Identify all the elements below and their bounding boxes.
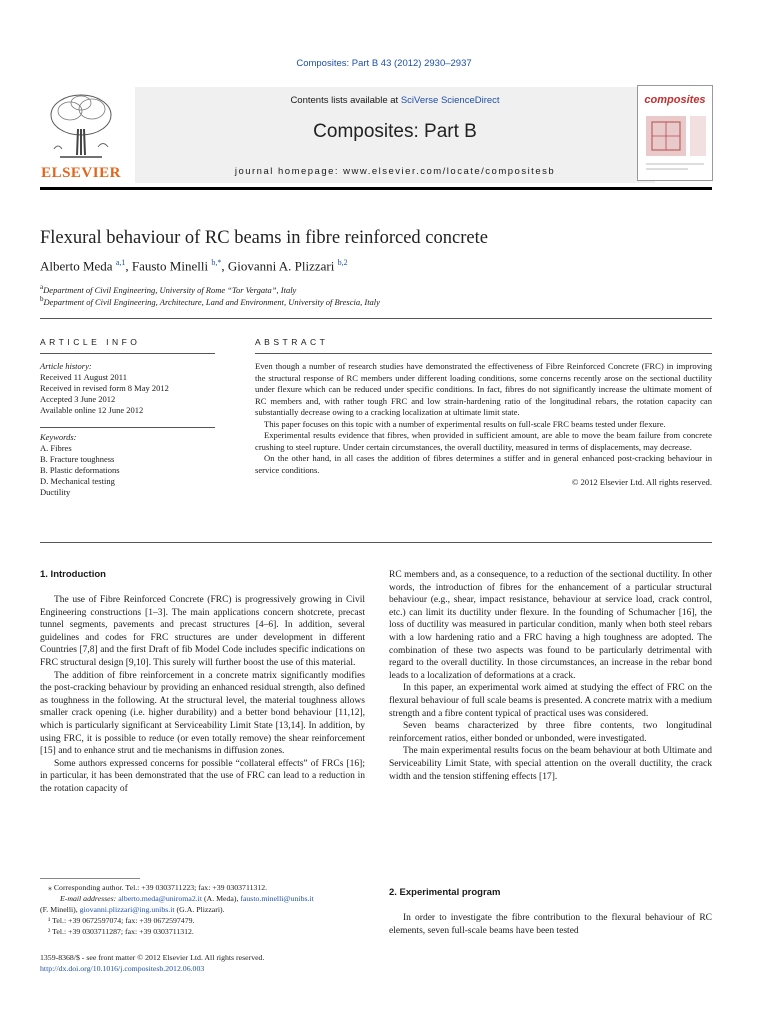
- history-label: Article history:: [40, 361, 92, 371]
- author-name: Alberto Meda: [40, 258, 113, 274]
- article-title: Flexural behaviour of RC beams in fibre reinforced concrete: [40, 228, 488, 248]
- section-heading-experimental-program: 2. Experimental program: [389, 887, 501, 898]
- author-affil-mark[interactable]: b,*: [211, 258, 222, 267]
- affiliation: [40, 283, 296, 295]
- keyword: A. Fibres: [40, 443, 72, 453]
- journal-citation-link[interactable]: Composites: Part B 43 (2012) 2930–2937: [296, 58, 472, 69]
- article-info-heading: ARTICLE INFO: [40, 337, 141, 347]
- email-owner: (G.A. Plizzari).: [174, 905, 225, 914]
- header-rule: [40, 187, 712, 190]
- issn-line: 1359-8368/$ - see front matter © 2012 Elsevier Ltd. All rights reserved.: [40, 953, 265, 962]
- journal-name: Composites: Part B: [313, 121, 477, 142]
- body-paragraph: The addition of fibre reinforcement in a concrete matrix significantly modifies the post-cracking behaviour by providing an enhanced residual strength, also defined as toughness in the following. At the structural level, the material toughness allows smaller crack opening (i.e. higher durability) and a better bond behaviour [11,12], which is particularly significant at Serviceability Limit State [13,14]. In addition, by using FRC, it is possible to reduce (or even totally remove) the shear reinforcement [15] and to enhance strut and tie mechanisms in diffusion zones.: [40, 670, 365, 757]
- abstract-copyright: © 2012 Elsevier Ltd. All rights reserved.: [571, 477, 712, 487]
- contents-line: [135, 95, 655, 106]
- email-link[interactable]: giovanni.plizzari@ing.unibs.it: [79, 905, 175, 914]
- keyword: D. Mechanical testing: [40, 476, 115, 486]
- body-left-column: [40, 594, 365, 796]
- keyword: Ductility: [40, 487, 71, 497]
- journal-header-band: [135, 87, 655, 183]
- keywords: [40, 432, 215, 498]
- author-list: Alberto Meda $^{a,1}$, Fausto Minelli $^{b,*}$, Giovanni A. Plizzari $^{b,2}$: [40, 258, 348, 274]
- journal-cover-image: [637, 85, 713, 181]
- history-entry: Accepted 3 June 2012: [40, 394, 116, 404]
- history-entry: Received in revised form 8 May 2012: [40, 383, 169, 393]
- body-paragraph: The use of Fibre Reinforced Concrete (FRC) is progressively growing in Civil Engineering constructions [1–3]. The main applications concern shotcrete, precast tunnel segments, pavements and precast structures [4–6]. In addition, several guidelines and codes for FRC structures are under development in different Countries [7,8] and the first Draft of fib Model Code includes specific indications on FRC structural design [9,10]. This surely will further boost the use of this material.: [40, 595, 365, 668]
- body-right-column-s2: [389, 912, 712, 937]
- footnotes: [40, 882, 365, 937]
- author-affil-mark[interactable]: b,2: [337, 258, 348, 267]
- footnote-corresponding: ⁎ Corresponding author. Tel.: +39 0303711223; fax: +39 0303711312.: [48, 883, 268, 892]
- abstract-paragraph: Even though a number of research studies have demonstrated the effectiveness of Fibre Reinforced Concrete (FRC) in improving the structural response of RC members under different loading conditions, some concerns recently arose on the sectional ductility under flexure which can be reduced under specific conditions. In fact, fibres do not significantly increase the ultimate moment of RC members and, with rather tough FRC and low strain-hardening ratio of the longitudinal rebars, the rotation capacity can substantially decrease owing to a cracking localization at ultimate limit state.: [255, 361, 712, 417]
- email-link[interactable]: alberto.meda@uniroma2.it: [118, 894, 203, 903]
- section-heading-introduction: 1. Introduction: [40, 569, 106, 580]
- journal-homepage[interactable]: journal homepage: www.elsevier.com/locate/compositesb: [234, 166, 556, 177]
- email-link[interactable]: fausto.minelli@unibs.it: [240, 894, 314, 903]
- abstract-heading: ABSTRACT: [255, 337, 329, 347]
- affiliation-mark: b: [40, 295, 44, 303]
- info-rule: [40, 353, 215, 354]
- abstract-rule: [255, 353, 712, 354]
- abstract-paragraph: This paper focuses on this topic with a number of experimental results on full-scale FRC beams tested under flexure.: [264, 418, 666, 429]
- author-affil-mark[interactable]: a,1: [115, 258, 126, 267]
- history-entry: Available online 12 June 2012: [40, 405, 144, 415]
- email-owner: (A. Meda),: [202, 894, 241, 903]
- keywords-label: Keywords:: [40, 432, 77, 442]
- abstract-paragraph: Experimental results evidence that fibres, when provided in sufficient amount, are able to move the beam failure from concrete crushing to steel rupture. Under certain circumstances, the overall ductility, measured in terms of displacements, may decrease.: [255, 430, 712, 452]
- cover-title: composites: [644, 94, 706, 106]
- body-paragraph: In order to investigate the fibre contribution to the flexural behaviour of RC elements, seven full-scale beams have been tested: [389, 913, 712, 936]
- email-label: E-mail addresses:: [60, 894, 119, 903]
- body-paragraph: Seven beams characterized by three fibre contents, two longitudinal reinforcement ratios, either bonded or unbonded, were investigated.: [389, 721, 712, 744]
- affiliation-text: Department of Civil Engineering, University of Rome “Tor Vergata”, Italy: [43, 284, 297, 295]
- publisher-name: ELSEVIER: [41, 165, 121, 181]
- body-paragraph: Some authors expressed concerns for possible “collateral effects” of FRCs [16]; in particular, it has been demonstrated that the use of FRC can lead to a reduction in the rotation capacity of: [40, 758, 365, 794]
- elsevier-tree-logo: [40, 89, 122, 183]
- footnote-emails-cont: [40, 904, 365, 915]
- footnote-1: ¹ Tel.: +39 0672597074; fax: +39 0672597479.: [48, 916, 195, 925]
- body-paragraph: The main experimental results focus on the beam behaviour at both Ultimate and Serviceability Limit State, with special attention on the overall ductility, the crack width and the tension stiffening effects [17].: [389, 746, 712, 782]
- author-name: Fausto Minelli: [131, 258, 209, 274]
- doi-link[interactable]: http://dx.doi.org/10.1016/j.compositesb.2012.06.003: [40, 964, 205, 973]
- masthead: [40, 87, 712, 187]
- keyword: B. Fracture toughness: [40, 454, 115, 464]
- section-rule: [40, 318, 712, 319]
- body-right-column: [389, 569, 712, 783]
- body-paragraph: In this paper, an experimental work aimed at studying the effect of FRC on the flexural behaviour of full scale beams is presented. A concrete matrix with a medium strength and a fibre content typical of practical uses was considered.: [389, 683, 712, 719]
- bottom-meta: [40, 952, 264, 974]
- article-history: [40, 361, 215, 416]
- abstract-body: [255, 361, 712, 489]
- affiliation: [40, 295, 380, 307]
- footnote-2: ² Tel.: +39 0303711287; fax: +39 0303711312.: [48, 927, 194, 936]
- affiliation-mark: a: [40, 283, 44, 291]
- body-paragraph: RC members and, as a consequence, to a reduction of the sectional ductility. In other words, the introduction of fibres for the enhancement of a particular structural behaviour (e.g., shear, impact resistance, behaviour at service load, crack control, etc.) can limit its ductility under flexure. In the founding of Schumacher [16], the loss of ductility was measured in particular condition, manly when both steel rebars with a low hardening ratio and a FRC having a high toughness are adopted. The combination of these two aspects was found to be particularly detrimental with regard to the overall ductility. In those circumstances, an increase in the rebar bond leads to a localization of deformations at a crack.: [389, 570, 712, 681]
- footnote-emails: [40, 893, 365, 904]
- info-rule: [40, 427, 215, 428]
- email-owner: (F. Minelli),: [40, 905, 80, 914]
- contents-prefix: Contents lists available at: [290, 95, 401, 106]
- section-rule: [40, 542, 712, 543]
- footnote-rule: [40, 878, 140, 879]
- history-entry: Received 11 August 2011: [40, 372, 127, 382]
- author-name: Giovanni A. Plizzari: [227, 258, 335, 274]
- abstract-paragraph: On the other hand, in all cases the addition of fibres determines a stiffer and in general enhanced post-cracking behaviour in service conditions.: [255, 453, 712, 475]
- keyword: B. Plastic deformations: [40, 465, 120, 475]
- sciencedirect-link[interactable]: SciVerse ScienceDirect: [400, 95, 500, 106]
- affiliation-text: Department of Civil Engineering, Architecture, Land and Environment, University of Brescia, Italy: [43, 296, 380, 307]
